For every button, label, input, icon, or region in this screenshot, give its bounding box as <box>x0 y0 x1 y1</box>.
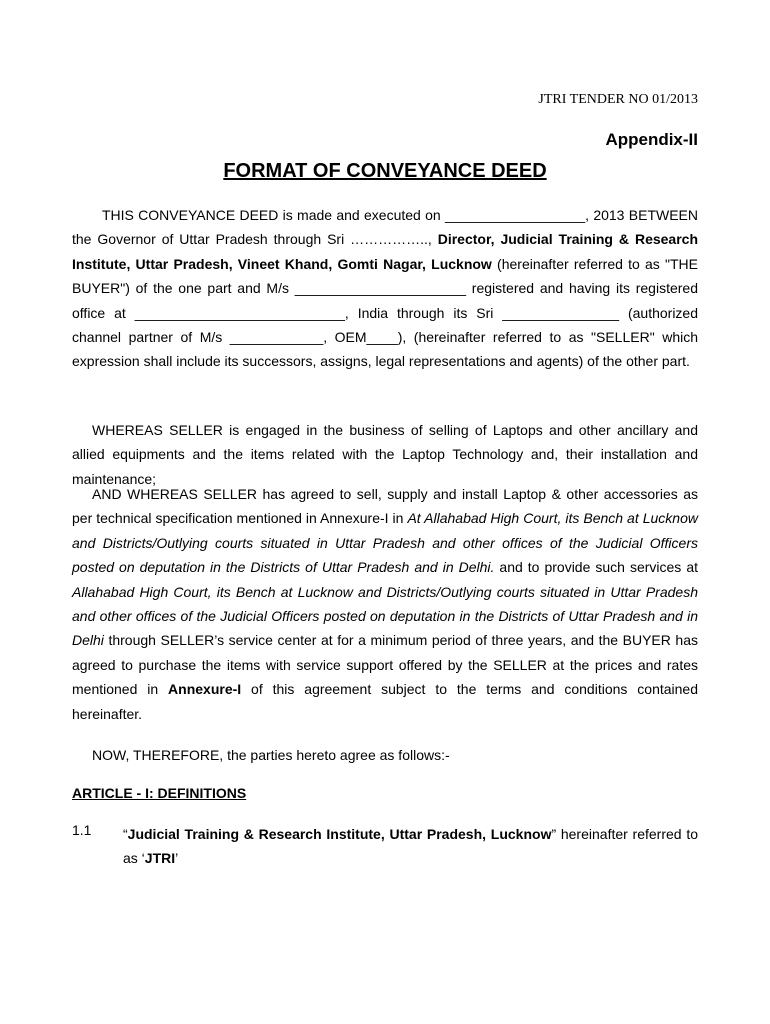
definition-open-quote: “ <box>123 826 128 842</box>
appendix-label: Appendix-II <box>605 130 698 149</box>
and-whereas-end: of this agreement subject to the terms and conditions contained hereinafter. <box>72 681 698 722</box>
definition-close-quote: ’ <box>175 850 179 867</box>
locations-italic-1: At Allahabad High Court, its Bench at Lucknow and Districts/Outlying courts situated in Uttar Pradesh and other offices of the Judicial Officers posted on deputation in the Districts of Uttar Pradesh and in Delhi. <box>72 510 698 576</box>
definition-mid: ” hereinafter referred to as ‘ <box>123 826 698 867</box>
and-whereas-intro: AND WHEREAS SELLER has agreed to sell, supply and install Laptop & other accessories as per technical specification mentioned in Annexure-I in <box>72 486 698 527</box>
tender-number: JTRI TENDER NO 01/2013 <box>538 92 698 107</box>
locations-italic-2: Allahabad High Court, its Bench at Lucknow and Districts/Outlying courts situated in Uttar Pradesh and other offices of the Judicial Officers posted on deputation in the Districts of Uttar Pradesh and in Delhi <box>72 583 698 649</box>
definition-abbreviation: JTRI <box>144 850 176 867</box>
annexure-reference: Annexure-I <box>168 681 242 698</box>
parties-paragraph <box>72 203 698 374</box>
therefore-text: NOW, THEREFORE, the parties hereto agree as follows:- <box>92 747 450 763</box>
buyer-designation: Director, Judicial Training & Research Institute, Uttar Pradesh, Vineet Khand, Gomti Nagar, Lucknow <box>72 231 699 272</box>
definition-term: Judicial Training & Research Institute, Uttar Pradesh, Lucknow <box>127 826 552 842</box>
whereas-paragraph <box>72 418 698 491</box>
whereas-text: WHEREAS SELLER is engaged in the business of selling of Laptops and other ancillary and allied equipments and the items related with the Laptop Technology and, their installation and maintenance; <box>72 422 698 487</box>
and-whereas-service: through SELLER’s service center at for a minimum period of three years, and the BUYER has agreed to purchase the items with service support offered by the SELLER at the prices and rates mentioned in <box>72 632 698 698</box>
article-heading: ARTICLE - I: DEFINITIONS <box>72 785 247 801</box>
and-whereas-mid: and to provide such services at <box>494 559 698 576</box>
document-title: FORMAT OF CONVEYANCE DEED <box>223 160 547 182</box>
parties-intro: THIS CONVEYANCE DEED is made and executed on __________________, 2013 BETWEEN the Governor of Uttar Pradesh through Sri …………….., <box>72 207 698 248</box>
parties-rest: (hereinafter referred to as "THE BUYER") of the one part and M/s ______________________ registered and having its registered office at ___________________________, India through its Sri _______________ (authorized channel partner of M/s ____________, OEM____), (hereinafter referred to as "SELLER" which expression shall include its successors, assigns, legal representations and agents) of the other part. <box>72 255 698 370</box>
definition-text <box>123 822 698 871</box>
definition-number: 1.1 <box>72 822 92 838</box>
and-whereas-paragraph <box>72 482 698 726</box>
therefore-paragraph <box>72 743 698 767</box>
